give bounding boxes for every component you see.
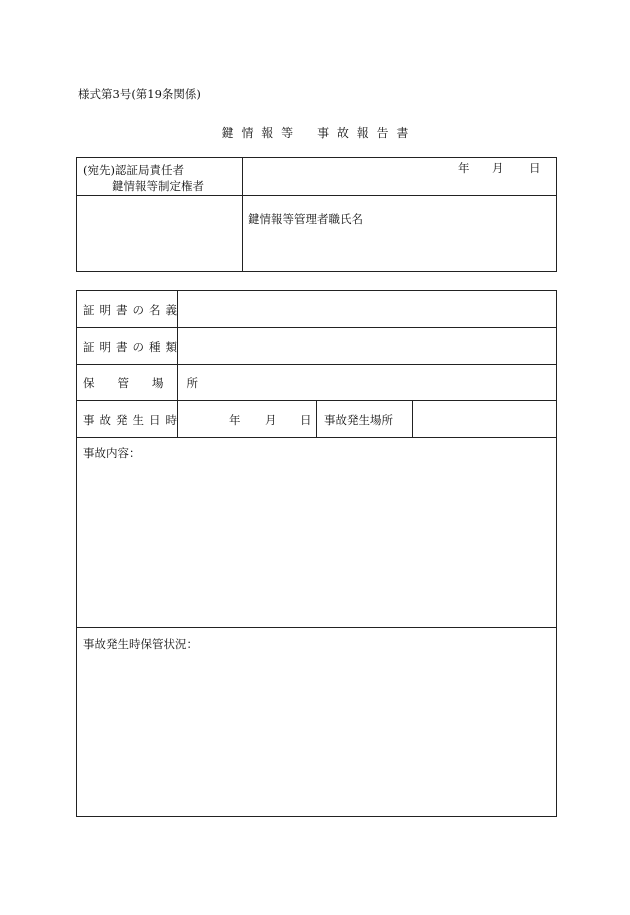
row-divider-5 — [76, 627, 557, 628]
manager-name-label: 鍵情報等管理者職氏名 — [248, 212, 363, 226]
incident-month-label: 月 — [265, 413, 277, 427]
main-table — [76, 290, 557, 817]
row-divider-4 — [76, 437, 557, 438]
cert-type-label: 証明書の種類 — [83, 340, 182, 354]
place-value-divider — [412, 400, 413, 437]
addressee-line-1: (宛先)認証局責任者 — [83, 163, 184, 177]
incident-details-label: 事故内容： — [83, 446, 141, 460]
storage-status-label: 事故発生時保管状況： — [83, 637, 198, 651]
date-day-label: 日 — [529, 161, 541, 175]
incident-year-label: 年 — [229, 413, 241, 427]
row-divider-2 — [76, 364, 557, 365]
storage-location-label: 保管場所 — [83, 376, 221, 390]
incident-datetime-label: 事故発生日時 — [83, 413, 182, 427]
incident-place-label: 事故発生場所 — [324, 413, 393, 427]
incident-day-label: 日 — [300, 413, 312, 427]
header-table-divider-horizontal — [76, 195, 557, 196]
addressee-line-2: 鍵情報等制定権者 — [112, 179, 204, 193]
date-year-label: 年 — [458, 161, 470, 175]
datetime-place-divider — [316, 400, 317, 437]
header-table-divider-vertical — [242, 157, 243, 272]
cert-name-label: 証明書の名義 — [83, 303, 182, 317]
form-number: 様式第3号(第19条関係) — [78, 87, 201, 101]
document-title: 鍵 情 報 等 事 故 報 告 書 — [221, 126, 409, 140]
row-divider-1 — [76, 327, 557, 328]
date-month-label: 月 — [492, 161, 504, 175]
